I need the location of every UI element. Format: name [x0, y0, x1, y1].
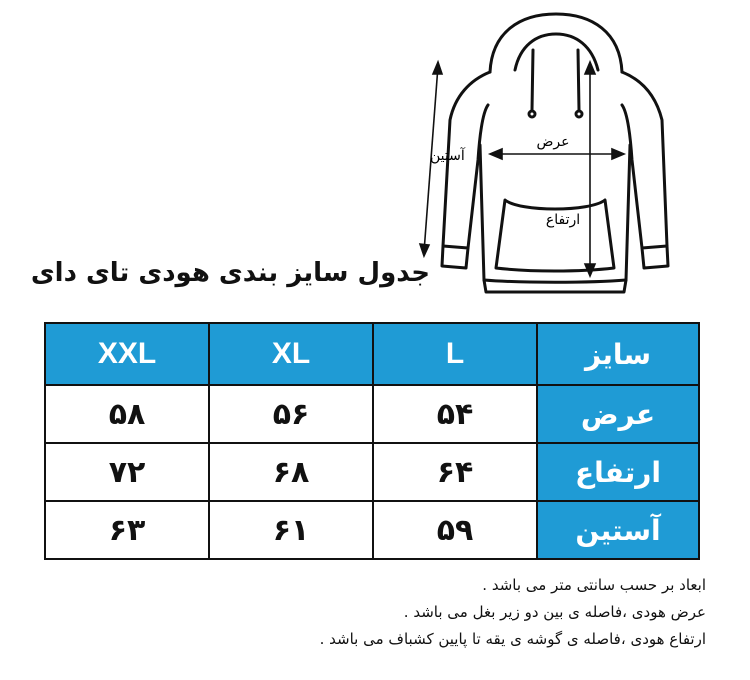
- row-label-sleeve: آستین: [537, 501, 699, 559]
- sleeve-label: آستین: [430, 148, 465, 164]
- size-column-header: XXL: [45, 323, 209, 385]
- size-table: [44, 322, 700, 560]
- table-cell: ۶۳: [45, 501, 209, 559]
- note-width-definition: عرض هودی ،فاصله ی بین دو زیر بغل می باشد .: [403, 603, 706, 621]
- measure-arrows: [420, 62, 624, 276]
- size-column-header: XL: [209, 323, 373, 385]
- row-label-width: عرض: [537, 385, 699, 443]
- hoodie-outline-icon: [442, 14, 668, 292]
- page-title: جدول سایز بندی هودی تای دای: [30, 258, 430, 288]
- size-header-cell: سایز: [537, 323, 699, 385]
- table-cell: ۶۸: [209, 443, 373, 501]
- note-height-definition: ارتفاع هودی ،فاصله ی گوشه ی یقه تا پایین کشباف می باشد .: [319, 630, 706, 648]
- table-cell: ۵۸: [45, 385, 209, 443]
- table-row: [45, 443, 699, 501]
- table-row: [45, 501, 699, 559]
- size-column-header: L: [373, 323, 537, 385]
- width-label: عرض: [536, 134, 570, 150]
- table-cell: ۷۲: [45, 443, 209, 501]
- height-label: ارتفاع: [545, 212, 581, 228]
- table-cell: ۶۴: [373, 443, 537, 501]
- table-cell: ۵۶: [209, 385, 373, 443]
- row-label-height: ارتفاع: [537, 443, 699, 501]
- note-units: ابعاد بر حسب سانتی متر می باشد .: [482, 576, 706, 594]
- table-cell: ۵۹: [373, 501, 537, 559]
- table-header-row: [45, 323, 699, 385]
- table-cell: ۶۱: [209, 501, 373, 559]
- table-row: [45, 385, 699, 443]
- table-cell: ۵۴: [373, 385, 537, 443]
